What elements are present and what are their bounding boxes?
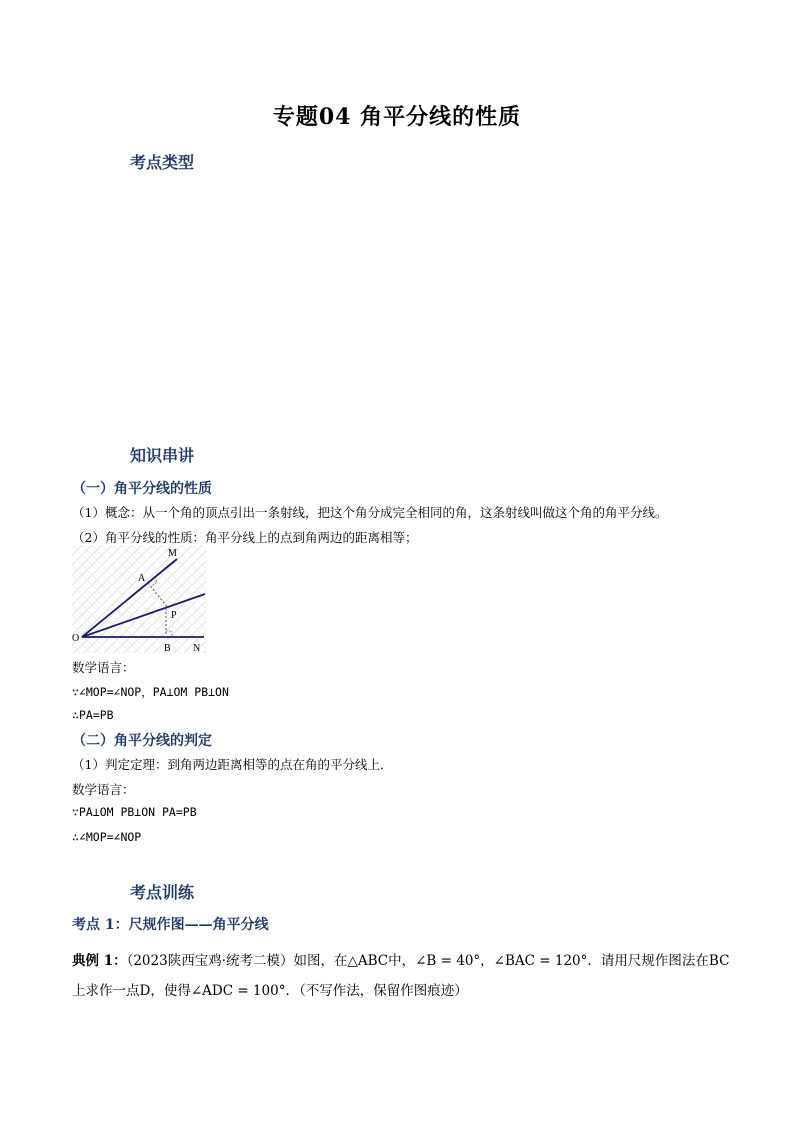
part1-property: （2）角平分线的性质：角平分线上的点到角两边的距离相等； bbox=[72, 530, 418, 545]
part1-therefore: ∴PA=PB bbox=[72, 708, 114, 722]
label-n: N bbox=[193, 643, 201, 653]
label-o: O bbox=[72, 633, 80, 644]
point1-heading: 考点 1：尺规作图——角平分线 bbox=[72, 917, 269, 933]
figure-svg bbox=[72, 545, 206, 653]
example1-line2: 上求作一点D，使得∠ADC = 100°．（不写作法，保留作图痕迹） bbox=[72, 983, 468, 999]
part1-because: ∵∠MOP=∠NOP，PA⊥OM PB⊥ON bbox=[72, 685, 229, 699]
label-b: B bbox=[164, 643, 171, 653]
section-kaodian-xunlian: 考点训练 bbox=[130, 883, 195, 902]
label-p: P bbox=[171, 610, 177, 621]
part1-math-lang-label: 数学语言： bbox=[72, 660, 135, 675]
example1-line1 bbox=[72, 949, 729, 969]
part2-therefore: ∴∠MOP=∠NOP bbox=[72, 830, 142, 844]
part2-math-lang-label: 数学语言： bbox=[72, 782, 135, 797]
example1-text-line1: （2023陕西宝鸡·统考二模）如图，在△ABC中，∠B = 40°，∠BAC = 120°．请用尺规作图法在BC bbox=[126, 953, 730, 969]
section-kaodian-leixing: 考点类型 bbox=[130, 153, 195, 172]
label-a: A bbox=[138, 573, 146, 584]
example1-label: 典例 1： bbox=[72, 953, 127, 969]
part2-heading: （二）角平分线的判定 bbox=[72, 733, 212, 749]
angle-bisector-figure bbox=[72, 545, 206, 653]
label-m: M bbox=[168, 548, 177, 559]
section-zhishi-chuanjiang: 知识串讲 bbox=[130, 446, 195, 465]
part1-concept: （1）概念：从一个角的顶点引出一条射线，把这个角分成完全相同的角，这条射线叫做这个角的角平分线。 bbox=[72, 505, 668, 520]
part2-because: ∵PA⊥OM PB⊥ON PA=PB bbox=[72, 805, 197, 819]
page-title: 专题04 角平分线的性质 bbox=[272, 104, 522, 130]
part1-heading: （一）角平分线的性质 bbox=[72, 481, 212, 497]
part2-theorem: （1）判定定理：到角两边距离相等的点在角的平分线上． bbox=[72, 757, 393, 772]
